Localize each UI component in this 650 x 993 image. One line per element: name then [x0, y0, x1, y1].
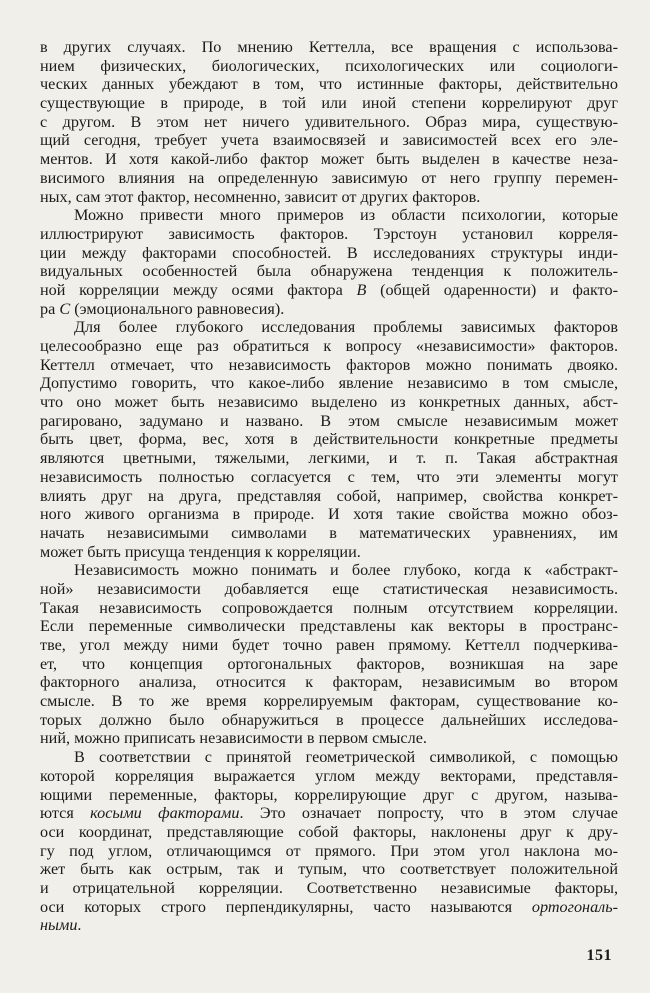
text-line: ет, что концепция ортогональных факторов, возникшая на заре [40, 654, 618, 673]
text-line: смысле. В то же время коррелируемым факторам, существование ко- [40, 692, 618, 711]
text-line: ной корреляции между осями фактора B (общей одаренности) и факто- [40, 280, 618, 299]
text-line: жет быть как острым, так и тупым, что соответствует положительной [40, 860, 618, 879]
text-line: висимого влияния на определенную зависимую от него группу перемен- [40, 168, 618, 187]
book-page-text [40, 38, 618, 935]
text-line: ний, можно приписать независимости в первом смысле. [40, 729, 427, 748]
text-line: быть цвет, форма, вес, хотя в действительности конкретные предметы [40, 430, 618, 449]
text-line: начать независимыми символами в математических уравнениях, им [40, 523, 618, 542]
text-line: нием физических, биологических, психологических или социологи- [40, 56, 618, 75]
text-line: иллюстрируют зависимость факторов. Тэрстоун установил корреля- [40, 224, 618, 243]
text-line: В соответствии с принятой геометрической символикой, с помощью [74, 748, 618, 767]
text-line: что оно может быть независимо выделено из конкретных данных, абст- [40, 393, 618, 412]
text-line: рагировано, задумано и названо. В этом смысле независимым может [40, 411, 618, 430]
text-line: ного живого организма в природе. И хотя такие свойства можно обоз- [40, 505, 618, 524]
text-line: может быть присуща тенденция к корреляции. [40, 542, 361, 561]
text-line: ментов. И хотя какой-либо фактор может быть выделен в качестве неза- [40, 150, 618, 169]
text-line: тве, угол между ними будет точно равен прямому. Кеттелл подчеркива- [40, 636, 618, 654]
text-line: ными. [40, 916, 82, 935]
text-line: оси координат, представляющие собой факторы, наклонены друг к дру- [40, 822, 618, 841]
text-line: влиять друг на друга, представляя собой, например, свойства конкрет- [40, 486, 618, 505]
text-line: ческих данных убеждают в том, что истинные факторы, действительно [40, 75, 618, 94]
text-line: и отрицательной корреляции. Соответственно независимые факторы, [40, 878, 618, 897]
text-line: ции между факторами способностей. В исследованиях структуры инди- [40, 243, 618, 262]
text-line: независимость полностью согласуется с тем, что эти элементы могут [40, 467, 618, 486]
text-line: оси которых строго перпендикулярны, часто называются ортогональ- [40, 897, 618, 916]
text-line: гу под углом, отличающимся от прямого. При этом угол наклона мо- [40, 841, 618, 860]
text-line: Независимость можно понимать и более глубоко, когда к «абстракт- [74, 561, 618, 580]
text-line: Если переменные символически представлены как векторы в пространс- [40, 617, 618, 636]
text-line: торых должно было обнаружиться в процессе дальнейших исследова- [40, 710, 618, 729]
text-line: Кеттелл отмечает, что независимость факторов можно понимать двояко. [40, 355, 618, 374]
text-line: целесообразно еще раз обратиться к вопросу «независимости» факторов. [40, 337, 618, 355]
text-line: в других случаях. По мнению Кеттелла, все вращения с использова- [40, 38, 618, 56]
text-line: которой корреляция выражается углом между векторами, представля- [40, 766, 618, 785]
text-line: ра C (эмоционального равновесия). [40, 299, 285, 318]
text-line: факторного анализа, относится к факторам, независимым во втором [40, 673, 618, 692]
text-line: являются цветными, тяжелыми, легкими, и т. п. Такая абстрактная [40, 449, 618, 468]
text-line: Можно привести много примеров из области психологии, которые [74, 206, 618, 225]
text-line: щий сегодня, требует учета взаимосвязей и зависимостей всех его эле- [40, 131, 618, 150]
text-line: ных, сам этот фактор, несомненно, зависит от других факторов. [40, 187, 481, 206]
text-line: видуальных особенностей была обнаружена тенденция к положитель- [40, 262, 618, 281]
text-line: ются косыми факторами. Это означает попросту, что в этом случае [40, 804, 618, 823]
text-line: Допустимо говорить, что какое-либо явление независимо в том смысле, [40, 374, 618, 393]
text-line: ной» независимости добавляется еще статистическая независимость. [40, 579, 618, 598]
text-line: Для более глубокого исследования проблемы зависимых факторов [74, 318, 618, 337]
text-line: ющими переменные, факторы, коррелирующие друг с другом, называ- [40, 785, 618, 804]
text-line: с другом. В этом нет ничего удивительного. Образ мира, существую- [40, 112, 618, 131]
text-line: Такая независимость сопровождается полным отсутствием корреляции. [40, 598, 618, 617]
text-line: существующие в природе, в той или иной степени коррелируют друг [40, 94, 618, 113]
page-number: 151 [586, 947, 612, 964]
